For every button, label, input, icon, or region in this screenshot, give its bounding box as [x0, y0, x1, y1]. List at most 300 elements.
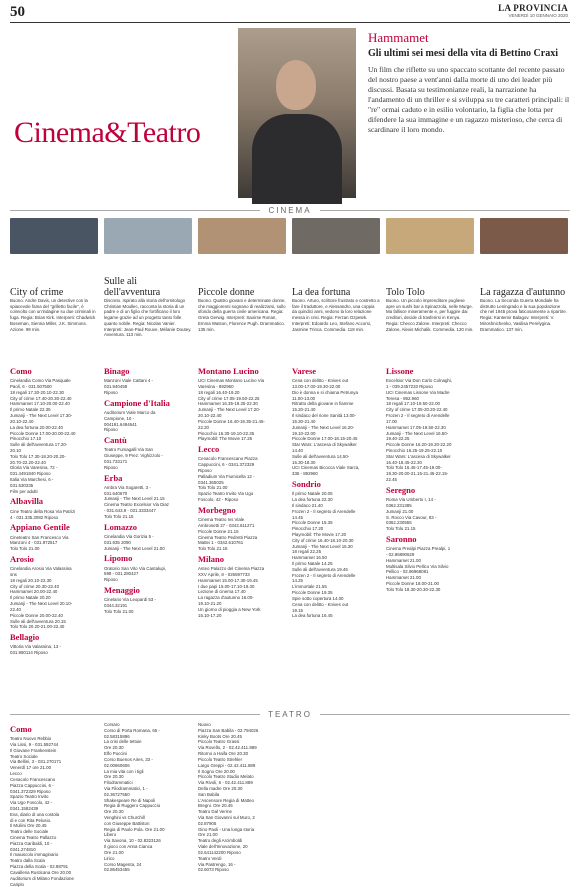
listing-column [386, 722, 474, 844]
listing-line: Auditorium di Milano Fondazione [10, 875, 74, 881]
listing-line: Hammamet 16.50 [292, 555, 327, 561]
listing-line: 0341.274810 [10, 846, 36, 852]
listing-line: Jumanji - The Next Level 17.20- [198, 407, 261, 413]
listing-line: 16.40-18.45-22.30 [386, 459, 422, 465]
listing-line: Il sindaco del rione Sanità 13.00- [292, 413, 356, 419]
listing-line: 004191.6494641 [104, 421, 137, 427]
listing-line: Tolo Tolo 21.15 [198, 546, 228, 552]
listing-line: Riposo [104, 389, 118, 395]
listing-line: 13.00-17.00-19.30-22.00 [292, 384, 341, 390]
listing-city: Arosio [10, 553, 34, 564]
listing-city: Lipomo [104, 553, 133, 564]
film-still [104, 218, 192, 254]
listing-line: Libero [104, 832, 117, 838]
listing-line: Cinelandia Via Gorizia 5 - [104, 533, 154, 539]
listing-line: Cinema Teatro Pallazzo [10, 835, 57, 841]
listing-line: 0344.32191 [104, 603, 128, 609]
listing-line: Piccolo Teatro Studio Melato [198, 774, 254, 780]
listing-column [292, 364, 380, 704]
listing-line: Frozen 2 - Il segreto di Arendelle [292, 572, 356, 578]
listing-line: Lezione di cinema 17.40 [198, 589, 246, 595]
listing-city: Seregno [386, 484, 416, 495]
listing-city: Sondrio [292, 479, 321, 490]
listing-city: Binago [104, 366, 130, 376]
listing-line: 598 - 031.280427 [104, 571, 139, 577]
listing-line: Lecco [10, 771, 22, 777]
listing-line: Riposo [104, 427, 118, 433]
listing-line: 15.10-17.20 [198, 612, 222, 618]
listing-line: 0341.372329 Riposo [10, 788, 51, 794]
listing-line: 336 - 892960 [292, 471, 318, 477]
film-still [10, 218, 98, 254]
listing-line: Ore 21.00 [198, 832, 218, 838]
listing-line: 22.45 [386, 477, 397, 483]
photo-figure-body [252, 114, 342, 204]
listing-line: UCI Cinemas Bicocca Viale Sarca, [292, 465, 360, 471]
listing-line: Il Muliini Ore 20.45 [10, 823, 47, 829]
film-title: Piccole donne [198, 286, 255, 298]
listing-line: Corso Buenos Aires, 33 - [104, 756, 153, 762]
film-reviews [10, 218, 570, 338]
listing-line: Viale dell'Innovazione, 20 [198, 844, 248, 850]
listing-line: Mattei 1 - 0342.610761 [198, 540, 244, 546]
film-review-text: Buono. Andre Davis, un detective con la spiacevole fama del "grilletto facile", è coinvolto con un'indagine su due criminali in fuga. Regia: Brian Kirk. Interpreti: Chadwick Boseman, Sienna Miller, J.K. Simmons. Azione. 99 min. [10, 298, 96, 332]
listing-line: 031.530335 [10, 482, 34, 488]
top-rule [10, 22, 570, 23]
listing-line: 031.4491840 Riposo [10, 471, 51, 477]
listing-line: Tolo Tolo 20.20-21.00-22.40 [10, 624, 65, 630]
listing-line: Spie sotto copertura 14.00 [292, 595, 344, 601]
listing-line: Piccolo Teatro Grassi [198, 739, 240, 745]
listing-line: San Babila [198, 791, 220, 797]
listing-line: Piazza Cappuccini, 6 - [10, 782, 54, 788]
listing-line: Venghini vs Churchill [104, 815, 145, 820]
listing-city: Lomazzo [104, 521, 138, 532]
listing-line: Tolo Tolo 21.00 [104, 608, 134, 614]
film-review [386, 218, 474, 338]
listing-line: Multisala Silvio Pellico Via Silvio [386, 563, 449, 569]
listing-city: Cantù [104, 435, 127, 446]
listing-line: Teatro dalla Scala [10, 858, 45, 864]
listing-line: 20.10 [10, 447, 21, 453]
teatro-listings [10, 722, 570, 887]
listing-line: Il gioco con Anna Cianca [104, 844, 153, 850]
listing-line: 02.641142200 Riposo [198, 849, 241, 855]
film-review-text: Buono. Un piccolo imprenditore pugliese apre un sushi bar a Spinazzola, nelle Murge. Ma fallisce miseramente e, per fuggire dai creditori, decide di trasferirsi in Kenya. Regia: Checco Zalone. Interpreti: Checco Zalone, Alexis Michalik. Commedia. 120 min. [386, 298, 474, 332]
listing-line: Vittoria Via Valassina, 13 - [10, 644, 62, 650]
listing-line: Cariplo [10, 881, 24, 887]
listing-line: Palladium Via Fiumicella 12 - [198, 473, 255, 479]
listing-line: 15.20-21.40 [292, 407, 316, 413]
listing-city: Albavilla [10, 496, 44, 507]
listing-line: XXV Aprile, 8 - 026597733 [198, 572, 250, 577]
listing-line: Teresa - 892.960 [386, 395, 419, 401]
listing-line: Della madre Ore 20.30 [198, 785, 243, 791]
listing-line: 0341.365025 [198, 479, 224, 485]
listing-line: Il Sogno Ore 20.00 [198, 768, 235, 774]
listing-line: 18 regali 22.25 [292, 549, 322, 555]
cinema-section-bar [10, 205, 570, 215]
listing-line: Pellico - 02.96968081 [386, 569, 429, 575]
listing-line: Gino Paoli - Una lunga storia [198, 826, 255, 832]
listing-line: 19.30-20.00-21.15-21.45-22.15- [386, 471, 449, 477]
listing-line: City of crime 17.05-20.20-22.40 [386, 407, 448, 413]
page-number: 50 [10, 4, 25, 20]
listing-line: 02.6073 Riposo [198, 867, 229, 873]
listing-line: Pinocchio 17.10 [10, 436, 42, 442]
listing-line: Ambrosetti 27 - 0342.611271 [198, 522, 255, 528]
listing-line: Il primo Natale 22.35 [10, 407, 51, 413]
listing-line: Cenacolo Francescano Piazza [198, 456, 258, 462]
listing-line: Giuseppe, 9 Prez. Vighizzolo - [104, 453, 163, 459]
listing-line: sns [10, 572, 17, 577]
film-review [104, 218, 192, 338]
listing-line: Largo Greppi - 02.42.411.889 [198, 762, 256, 768]
teatro-label: TEATRO [268, 709, 312, 719]
listing-line: Tolo Tolo 18.30-20.30-22.30 [386, 586, 441, 592]
listing-line: Jumanji - The Next Level 15.30 [292, 543, 353, 549]
listing-line: Jumanji - The Next Level 16.50- [386, 430, 449, 436]
listing-line: Piccole Donne 18.00-21.00 [386, 581, 439, 587]
listing-line: Dio è donna e si chiama Petrunya [292, 389, 358, 395]
listing-line: Sulle ali dell'avventura 17.20- [10, 442, 68, 448]
listing-line: Jumanji 21.00 [386, 508, 414, 514]
listing-line: Playmobil: The Movie 17.20 [292, 531, 347, 537]
listing-line: di e con Rita Pelusio. [10, 817, 52, 823]
listing-line: 15.30-21.40 [292, 418, 316, 424]
listing-line: 1 - 039.2457233 Riposo [386, 384, 433, 390]
listing-line: Il primo Natale 20.20 [10, 595, 51, 601]
listing-line: Via Filodrammatici, 1 - [104, 785, 148, 791]
listing-city: Como [10, 724, 32, 734]
listing-line: Teatro Verdi [198, 855, 222, 861]
issue-date: VENERDÌ 10 GENNAIO 2020 [508, 13, 568, 18]
listing-line: Bregni. Ore 20.45 [198, 803, 233, 809]
listing-line: Cenacolo Francescano [10, 776, 56, 782]
listing-line: Kinky Boots Ore 20.45 [198, 733, 242, 739]
film-still [198, 218, 286, 254]
listing-line: Hammamet 17.10-20.00-22.40 [10, 401, 70, 407]
listing-line: Teatro Sociale [10, 753, 38, 759]
listing-line: Frozen 2 - Il segreto di Arendelle [292, 508, 356, 514]
film-review [10, 218, 98, 338]
listing-line: Il primo Natale 14.25 [292, 561, 333, 566]
listing-line: 14.45 [292, 514, 303, 520]
listing-line: - 031.643.9 - 031.3333447 [104, 508, 156, 514]
listing-line: L'immortale 21.55 [292, 584, 327, 590]
listing-city: Lissone [386, 366, 414, 376]
listing-line: 031.940459 [104, 384, 128, 390]
listing-line: Il Giovane Frankenstein [10, 747, 57, 753]
film-review-text: Discreto. Ispirato alla storia dell'ornitologo Christian Moullec, racconta la storia di un padre e di un figlio che fortificano il loro legame grazie ad un progetto tanto folle quanto nobile. Regia: Nicolas Vanier. Interpreti: Jean-Paul Rouve, Mélanie Doutey. Avventura. 113 min. [104, 298, 192, 338]
listing-line: Hammamet 17.05-19.50-22.30 [386, 424, 446, 430]
film-title: Tolo Tolo [386, 286, 425, 298]
listing-line: La dea fortuna 22.30 [292, 497, 333, 503]
listing-line: Ore 20.30 [104, 809, 124, 815]
listing-line: 031.950114 Riposo [10, 650, 48, 656]
listing-line: Teatro Dal Verme [198, 809, 232, 815]
listing-line: Piazza San Babila - 02.794026 [198, 727, 259, 733]
listing-city: Milano [198, 553, 224, 564]
listing-line: La mia vita con i tigli [104, 768, 144, 774]
teatro-section-bar [10, 709, 570, 719]
listing-line: 22.20 [198, 424, 209, 430]
listing-line: Riposo [198, 468, 212, 473]
listing-line: Regia di Ruggero Cappuccio [104, 803, 161, 809]
film-title: La dea fortuna [292, 286, 351, 298]
listing-city: Varese [292, 366, 317, 376]
listing-line: Hammamet 21.00 [386, 575, 421, 581]
listing-line: Cinema Teatro Ivs Viale [198, 517, 245, 523]
listing-line: 031.640670 [104, 490, 128, 496]
listing-line: Il maiuscolo immaginario [10, 852, 59, 858]
listing-line: Ambra Via Sogaretti, 3 - [104, 484, 151, 490]
photo-figure-head [276, 60, 316, 110]
listing-line: Film per adulti [10, 488, 38, 494]
listing-line: Spazio Teatro Invito [10, 794, 49, 800]
listing-line: Via Savona, 10 - 02.8323126 [104, 838, 161, 844]
listing-line: 17.00 [386, 418, 397, 424]
listing-city: Lecco [198, 444, 220, 455]
listing-line: Piccole Donne 17.00-18.15-20.45 [292, 436, 358, 442]
listing-line: 031.935 2090 [104, 539, 131, 545]
listing-line: con Giuseppe Battiston [104, 820, 150, 826]
film-review [198, 218, 286, 338]
listing-line: 02.00660606 [104, 762, 130, 768]
listing-line: Hammamet 15.00-17.30-19.45 [198, 577, 258, 583]
film-review [292, 218, 380, 338]
listing-column [292, 722, 380, 844]
listing-line: Piccole Donne 15.35 [292, 520, 333, 526]
listing-line: Regia di Paolo Pola. Ore 21.00 [104, 826, 165, 832]
listing-column [10, 722, 98, 887]
film-still [480, 218, 568, 254]
listing-line: Piccolo Teatro Strehler [198, 756, 243, 762]
listing-line: Ore 20.30 [104, 745, 124, 751]
listing-line: Un giorno di pioggia a New York [198, 606, 261, 612]
listing-line: Via Bellini, 3 - 031.270171 [10, 759, 62, 765]
listing-line: 16.30-18.30 [292, 459, 316, 465]
listing-city: Como [10, 366, 32, 376]
listing-line: City of crime 17.05-19.50-22.25 [198, 395, 260, 401]
listing-line: 02.36727550 [104, 791, 130, 797]
listing-line: Sulle ali dell'avventura 14.50- [292, 453, 350, 459]
listing-line: Tolo Tolo 21.00 [10, 546, 40, 552]
listing-line: UCI Cinemas Montano Lucino Via [198, 378, 265, 384]
listing-city: Campione d'Italia [104, 397, 170, 408]
listing-line: Piazza Garibaldi, 10 - [10, 840, 52, 846]
listing-line: Via Rovello, 2 - 02.42.411.889 [198, 745, 257, 751]
listing-column [198, 364, 286, 704]
feature-headline: Gli ultimi sei mesi della vita di Bettino Craxi [368, 48, 558, 59]
listing-line: Shakespeare Re di Napoli [104, 797, 156, 803]
listing-line: City of crime 16.40-18.10-20.30 [292, 537, 354, 543]
film-still [292, 218, 380, 254]
listing-line: Cavalleria Rusticana Ore 20.00 [10, 869, 72, 875]
film-review [480, 218, 568, 338]
listing-line: Jumanji - The Next Level 21.00 [104, 545, 165, 551]
listing-line: Jumanji - The Next Level 16.20- [292, 424, 355, 430]
listing-line: 20.70-22.20-22.40 [10, 459, 46, 465]
listing-city: Menaggio [104, 585, 140, 595]
listing-line: Ore 21.00 [104, 849, 124, 855]
listing-line: L'Ascensore Regia di Matteo [198, 797, 254, 803]
listing-city: Saronno [386, 533, 417, 544]
feature-photo [238, 28, 356, 198]
listing-line: Ore 20.30 [104, 774, 124, 780]
listing-line: 22.40 [10, 606, 21, 612]
listing-column [104, 722, 192, 873]
listing-line: La dea fortuna 20.00-22.40 [10, 424, 63, 430]
listing-line: Cena con delitto - Knives out [292, 378, 349, 384]
listing-line: Jumanji - The Next Level 20.10- [10, 601, 73, 607]
listing-line: Eva, diario di una costola [10, 811, 60, 817]
listing-city: Erba [104, 472, 123, 483]
listing-line: 20.10-22.40 [10, 418, 34, 424]
listing-line: Tolo Tolo 21.15 [104, 513, 134, 519]
listing-city: Bellagio [10, 632, 40, 643]
listing-line: Via Rivoli, 6 - 02.42.411.889 [198, 780, 253, 786]
listing-line: Piccole Donne 21.15 [198, 528, 239, 534]
listing-line: City of crime 17.40-20.30-22.40 [10, 395, 72, 401]
listing-line: Star Wars: L'ascesa di Skywalker [292, 442, 357, 448]
listing-line: Manzoni 4 - 031.972517 [10, 540, 58, 546]
film-title: La ragazza d'autunno [480, 286, 566, 298]
listing-column [480, 364, 568, 704]
listing-line: Il sindaco 21.40 [292, 502, 323, 508]
listing-line: Piccole Donne 17.00-20.00-22.40 [10, 430, 76, 436]
listing-line: 14.25 [292, 578, 303, 584]
listing-line: Gloria Via Varesina, 72 - [10, 465, 58, 471]
listing-line: Il primo Natale 20.05 [292, 491, 333, 497]
listing-line: Via Ugo Foscolo, 42 - [10, 800, 53, 806]
listing-line: Pinocchio 16.25-19.25-22.10 [386, 447, 443, 453]
listing-line: Via San Giovanni sul Muro, 2 [198, 815, 255, 820]
listing-line: Venerdì 17 ore 21.00 [10, 765, 52, 771]
listing-line: Cinelandia Arosio Via Valassina [10, 566, 72, 572]
listing-line: Pinocchio 16.30-19.10-22.35 [198, 430, 255, 436]
listing-line: 18 regali 17.30-20.10-22.30 [10, 389, 64, 395]
listing-line: Teatro delle Sociale [10, 829, 49, 835]
film-title: Sulle ali dell'avventura [104, 276, 161, 298]
listing-line: Campione, 10 - [104, 415, 135, 421]
listing-line: Cine Teatro della Rosa Via Patrizi [10, 508, 76, 514]
listing-line: Riposo [104, 577, 118, 583]
listing-line: La crisi delle tettoie [104, 739, 142, 745]
listing-line: Corso Magenta, 24 [104, 861, 142, 867]
listing-line: Tolo Tolo 21.15 [386, 526, 416, 532]
listing-line: Tolo Tolo 17.30-18.20-20.20- [10, 453, 66, 459]
listing-line: Auditorium Viale Marco da [104, 409, 156, 415]
listing-line: Cinema Teatro Pedretti Piazza [198, 534, 258, 540]
listing-line: 4 - 031.335.3082 Riposo [10, 514, 59, 520]
listing-line: 19.10-22.00 [292, 430, 316, 436]
listing-column [104, 364, 192, 704]
listing-line: 0362.231385 [386, 502, 412, 508]
listing-line: Cena con delitto - Knives out [292, 601, 349, 607]
listing-line: Piazza della Scala - 02.88791 [10, 864, 69, 870]
listing-line: Piccole Donne 16.40-19.35-21.45- [198, 418, 265, 424]
listing-line: 0362.230555 [386, 520, 412, 526]
listing-line: UCI Cinemas Lissone Via Madre [386, 389, 450, 395]
listing-line: La ragazza d'autunno 16.00- [198, 595, 254, 601]
listing-line: Corso di Porta Romana, 65 - [104, 727, 160, 733]
film-title: City of crime [10, 286, 64, 298]
listing-line: Via Pastrengo, 16 - [198, 861, 236, 867]
listing-line: 19.15 [292, 607, 303, 613]
feature-article [368, 30, 570, 135]
listing-line: Hammamet 20.00-22.40 [10, 589, 58, 595]
film-review-text: Buono. La Seconda Guerra Mondiale ha distrutto Leningrado e la sua popolazione che nel 1945 prova faticosamente a ripartire. Regia: Kantemir Balagov. Interpreti: V. Miroshnichenko, Vasilisa Perelygina. Drammatico. 137 min. [480, 298, 567, 332]
listing-line: Roma Via Umberto I, 14 - [386, 497, 436, 503]
listing-line: Riposo [104, 464, 118, 470]
feature-lead: Un film che riflette su uno spaccato scottante del recente passato del nostro paese a vent'anni dalla morte di uno dei leader più discussi. Basata su testimonianze reali, la narrazione ha l'andamento di un thriller e si sviluppa su tre caratteri principali: il "re" ormai caduto e in esilio volontario, la figlia che lotta per difendere la sua immagine e un ragazzo misterioso, che cerca di scardinare il loro mondo. [368, 65, 570, 135]
listing-column [10, 364, 98, 704]
listing-line: Hammamet 16.35-19.25-22.30 [198, 401, 258, 407]
listing-line: Teatro degli Arcimboldi [198, 838, 243, 844]
listing-line: Playmobil: The Movie 17.25 [198, 436, 253, 442]
listing-line: I due papi 15.00-17.10-19.30 [198, 583, 255, 589]
listing-line: Foscolo, 42 - Riposo [198, 497, 239, 503]
listing-line: 02.86453455 [104, 867, 130, 873]
listing-line: Piccole Donne 16.20-19.20-22.20 [386, 442, 452, 448]
listing-line: Elfo Puccini [104, 751, 127, 757]
listing-line: 18 regali 20.10-22.30 [10, 577, 52, 583]
film-review-text: Buono. Arturo, scrittore frustrato e costretto a fare il traduttore, e Alessandro, una coppia da quindici anni, vedono la loro relazione messa in crisi. Regia: Ferzan Ozpetek. Interpreti: Edoardo Leo, Stefano Accorsi, Jasmine Trinca. Commedia. 118 min. [292, 298, 380, 332]
listing-column [386, 364, 474, 704]
listing-line: - 02.96890629 [386, 551, 415, 557]
listing-line: 19.10-21.20 [198, 601, 222, 607]
listing-line: 18 regali 17.10-19.50-22.00 [386, 401, 440, 407]
listing-line: Frozen 2 - Il segreto di Arendelle [386, 413, 450, 419]
listing-line: City of crime 20.30-22.40 [10, 583, 60, 589]
listing-line: Excelsior Via Don Carlo Colnaghi, [386, 378, 453, 384]
listing-line: Manzoni Viale Cattani 4 - [104, 378, 153, 384]
listing-line: 0341.1582439 [10, 805, 39, 811]
listing-line: Ritratto della giovane in fiamme [292, 401, 354, 407]
listing-line: Cineteatro San Francesco Via [10, 534, 69, 540]
listing-line: Filodrammatici [104, 780, 133, 786]
cinema-listings [10, 364, 570, 704]
listing-line: Cinelario Via Leopardi 53 - [104, 597, 156, 603]
listing-line: Tolo Tolo 16.45-17.45-19.00- [386, 465, 442, 471]
film-review-text: Buono. Quattro giovani e determinate donne, che maggiorenni sognano di realizzarsi, sullo sfondo della guerra civile americana. Regia: Greta Gerwig. Interpreti: Saoirse Ronan, Emma Watson, Florence Pugh. Drammatico. 135 min. [198, 298, 286, 332]
listing-line: 02.58315896 [104, 733, 130, 739]
listing-line: Pinocchio 17.20 [292, 526, 324, 532]
listing-line: 031.733171 [104, 458, 128, 464]
listing-line: Via Lissi, 9 - 031.592744 [10, 742, 59, 748]
listing-line: Star Wars: L'ascesa di Skywalker [386, 453, 451, 459]
listing-line: Jumanji - The Next Level 21.15 [104, 496, 165, 502]
listing-line: Oratorio San Vito Via Cantalupi, [104, 565, 167, 571]
listing-line: 11.00-13.00 [292, 395, 316, 401]
listing-line: 20.10-22.40 [198, 413, 222, 419]
listing-line: Hammamet 21.00 [386, 557, 421, 563]
listing-line: Teatro Fumagalli Via San [104, 447, 153, 453]
listing-line: 19.40-22.25 [386, 436, 410, 442]
listing-line: Piccole Donne 20.00-22.40 [10, 612, 63, 618]
listing-city: Morbegno [198, 504, 236, 515]
listing-line: Italia Via Marchesi, 6 - [10, 477, 54, 483]
listing-line: Piccole Donne 19.35 [292, 590, 333, 596]
listing-line: 14.40 [292, 447, 303, 453]
listing-line: Sulle ali dell'avventura 20.15 [10, 618, 66, 624]
listing-line: Sulle ali dell'avventura 19.45 [292, 566, 348, 572]
listing-line: Ritorno a Haifa Ore 20.30 [198, 751, 249, 757]
listing-column [198, 722, 286, 873]
listing-line: Anteo Palazzo del Cinema Piazza [198, 566, 265, 572]
listing-line: Tolo Tolo 21.00 [198, 485, 228, 491]
